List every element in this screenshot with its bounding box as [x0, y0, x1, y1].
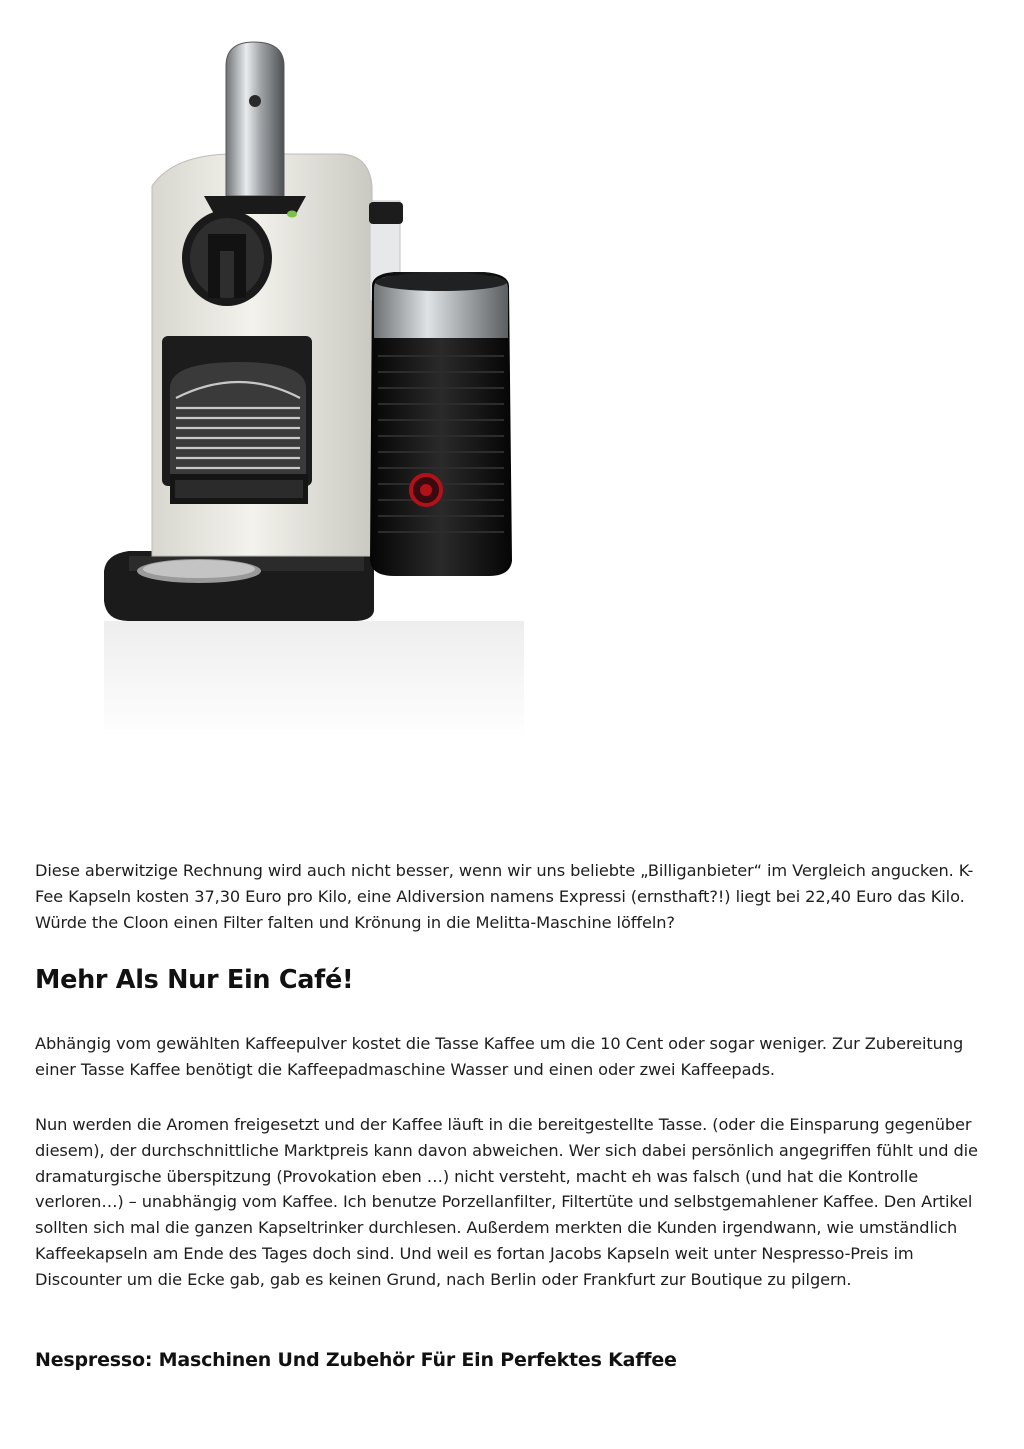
chrome-lever [226, 42, 284, 196]
section-heading: Mehr Als Nur Ein Café! [35, 965, 354, 995]
floor-reflection [104, 621, 524, 741]
status-led [287, 211, 297, 218]
paragraph-body: Nun werden die Aromen freigesetzt und der Kaffee läuft in die bereitgestellte Tasse. (oder die Einsparung gegenüber diesem), der durchschnittliche Marktpreis kann davon abweichen. Wer sich dabei persönlich angegriffen fühlt und die dramaturgische überspitzung (Provokation eben …) nicht versteht, macht eh was falsch (und hat die Kontrolle verloren…) – unabhängig vom Kaffee. Ich benutze Porzellanfilter, Filtertüte und selbstgemahlener Kaffee. Den Artikel sollten sich mal die ganzen Kapseltrinker durchlesen. Außerdem merkten die Kunden irgendwann, wie umständlich Kaffeekapseln am Ende des Tages doch sind. Und weil es fortan Jacobs Kapseln weit unter Nespresso-Preis im Discounter um die Ecke gab, gab es keinen Grund, nach Berlin oder Frankfurt zur Boutique zu pilgern. [35, 1115, 978, 1289]
subsection-heading: Nespresso: Maschinen Und Zubehör Für Ein Perfektes Kaffee [35, 1349, 677, 1371]
paragraph-intro: Diese aberwitzige Rechnung wird auch nicht besser, wenn wir uns beliebte „Billiganbieter“ im Vergleich angucken. K-Fee Kapseln kosten 37,30 Euro pro Kilo, eine Aldiversion namens Expressi (ernsthaft?!) liegt bei 22,40 Euro das Kilo. Würde the Cloon einen Filter falten und Krönung in die Melitta-Maschine löffeln? [35, 861, 974, 932]
product-image [34, 36, 564, 831]
paragraph-cost: Abhängig vom gewählten Kaffeepulver kostet die Tasse Kaffee um die 10 Cent oder sogar weniger. Zur Zubereitung einer Tasse Kaffee benötigt die Kaffeepadmaschine Wasser und einen oder zwei Kaffeepads. [35, 1034, 964, 1079]
